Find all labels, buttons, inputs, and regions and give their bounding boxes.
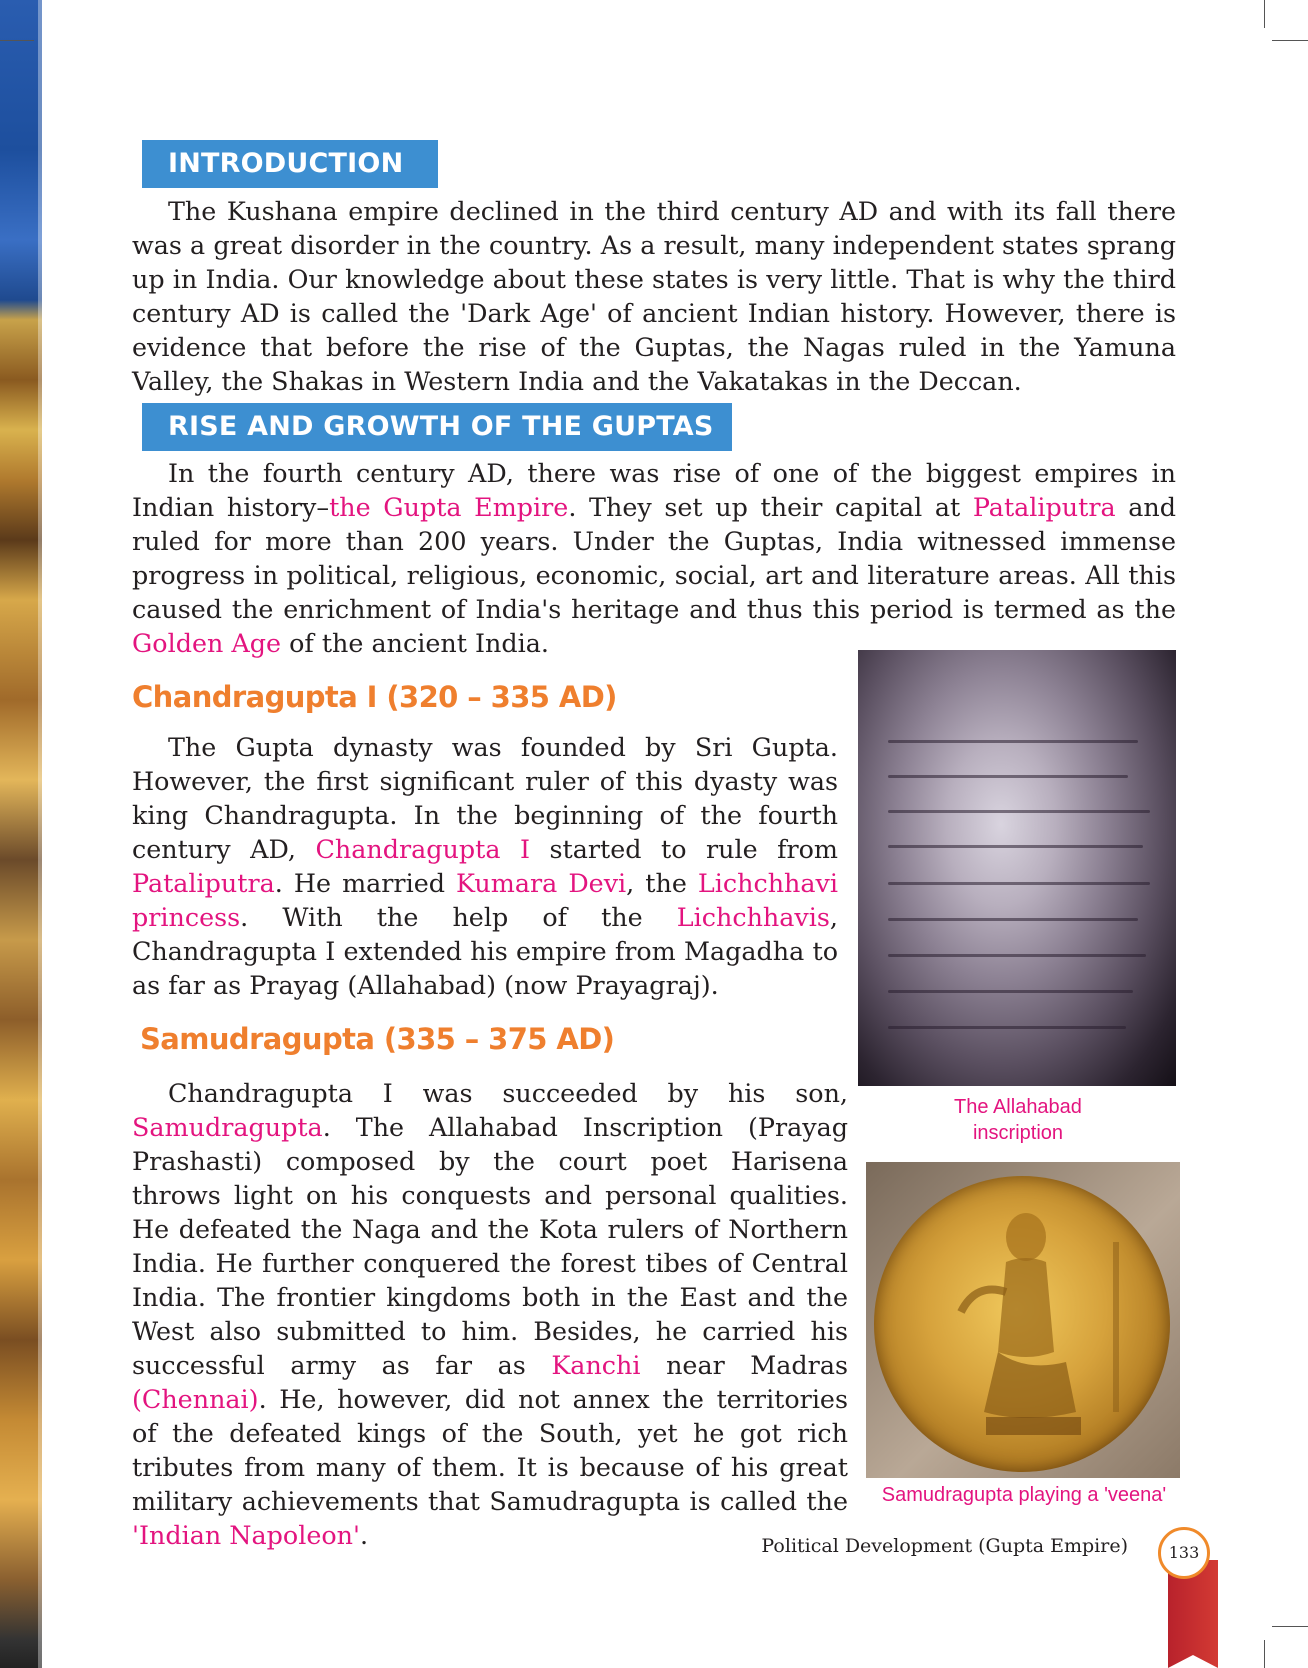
rise-growth-paragraph	[132, 456, 1176, 660]
seated-figure-icon	[866, 1162, 1180, 1478]
page-number: 133	[1158, 1527, 1210, 1579]
samudragupta-text: near Madras	[640, 1350, 848, 1380]
highlight-gupta-empire: the Gupta Empire	[329, 492, 569, 522]
chapter-title-footer: Political Development (Gupta Empire)	[761, 1535, 1128, 1557]
samudragupta-text: . He, however, did not annex the territories of the defeated kings of the South, yet he got rich tributes from many of them. It is because of his great military achievements that Samudragupta is called the	[132, 1384, 848, 1516]
rise-text: and ruled for more than 200 years. Under the Guptas, India witnessed immense progress in political, religious, economic, social, art and literature areas. All this caused the enrichment of India's heritage and thus this period is termed as the	[132, 492, 1177, 624]
inscription-engraving	[888, 1026, 1126, 1029]
samudragupta-heading: Samudragupta (335 – 375 AD)	[140, 1022, 615, 1056]
highlight-lichchhavis: Lichchhavis	[676, 902, 830, 932]
rise-text: of the ancient India.	[281, 628, 549, 658]
allahabad-inscription-image	[858, 650, 1176, 1086]
chandragupta-text: . With the help of the	[240, 902, 677, 932]
samudragupta-text: Chandragupta I was succeeded by his son,	[168, 1078, 848, 1108]
inscription-engraving	[888, 954, 1146, 957]
highlight-pataliputra: Pataliputra	[132, 868, 275, 898]
inscription-engraving	[888, 882, 1150, 885]
chandragupta-text: , Chandragupta I extended his empire from Magadha to as far as Prayag (Allahabad) (now Prayagraj).	[132, 902, 838, 1000]
decorative-side-strip	[0, 0, 42, 1668]
highlight-chandragupta-i: Chandragupta I	[315, 834, 531, 864]
chandragupta-heading: Chandragupta I (320 – 335 AD)	[132, 680, 617, 714]
crop-mark	[1272, 40, 1308, 41]
highlight-pataliputra: Pataliputra	[972, 492, 1116, 522]
samudragupta-paragraph	[132, 1076, 848, 1552]
samudragupta-text: .	[359, 1520, 369, 1550]
highlight-indian-napoleon: 'Indian Napoleon'	[132, 1520, 360, 1550]
highlight-chennai: (Chennai)	[132, 1384, 259, 1414]
chandragupta-paragraph	[132, 730, 838, 1002]
coin-caption: Samudragupta playing a 'veena'	[881, 1484, 1167, 1506]
crop-mark	[0, 40, 34, 41]
inscription-caption: The Allahabad inscription	[954, 1096, 1082, 1144]
inscription-engraving	[888, 775, 1128, 778]
highlight-kumara-devi: Kumara Devi	[456, 868, 627, 898]
rise-growth-heading: RISE AND GROWTH OF THE GUPTAS	[142, 403, 732, 451]
crop-mark	[1264, 0, 1265, 28]
samudragupta-text: . The Allahabad Inscription (Prayag Prashasti) composed by the court poet Harisena throws light on his conquests and personal qualities. He defeated the Naga and the Kota rulers of Northern India. He further conquered the forest tibes of Central India. The frontier kingdoms both in the East and the West also submitted to him. Besides, he carried his successful army as far as	[132, 1112, 848, 1380]
crop-mark	[1264, 1640, 1265, 1668]
inscription-engraving	[888, 810, 1150, 813]
inscription-engraving	[888, 845, 1143, 848]
inscription-engraving	[888, 918, 1138, 921]
introduction-heading: INTRODUCTION	[142, 140, 438, 188]
samudragupta-coin-image	[866, 1162, 1180, 1478]
chandragupta-text: started to rule from	[530, 834, 838, 864]
rise-text: In the fourth century AD, there was rise of one of the biggest empires in Indian history–	[132, 458, 1176, 522]
chandragupta-text: The Gupta dynasty was founded by Sri Gupta. However, the first significant ruler of this dyasty was king Chandragupta. In the beginning of the fourth century AD,	[132, 732, 838, 864]
crop-mark	[1272, 1626, 1308, 1627]
highlight-kanchi: Kanchi	[551, 1350, 641, 1380]
chandragupta-text: . He married	[274, 868, 457, 898]
chandragupta-text: , the	[626, 868, 698, 898]
highlight-golden-age: Golden Age	[132, 628, 282, 658]
highlight-lichchhavi-princess: Lichchhavi princess	[132, 868, 839, 932]
introduction-paragraph	[132, 194, 1176, 398]
rise-text: . They set up their capital at	[568, 492, 973, 522]
introduction-text: The Kushana empire declined in the third century AD and with its fall there was a great disorder in the country. As a result, many independent states sprang up in India. Our knowledge about these states is very little. That is why the third century AD is called the 'Dark Age' of ancient Indian history. However, there is evidence that before the rise of the Guptas, the Nagas ruled in the Yamuna Valley, the Shakas in Western India and the Vakatakas in the Deccan.	[132, 196, 1176, 396]
inscription-engraving	[888, 740, 1138, 743]
highlight-samudragupta: Samudragupta	[132, 1112, 323, 1142]
inscription-engraving	[888, 990, 1133, 993]
